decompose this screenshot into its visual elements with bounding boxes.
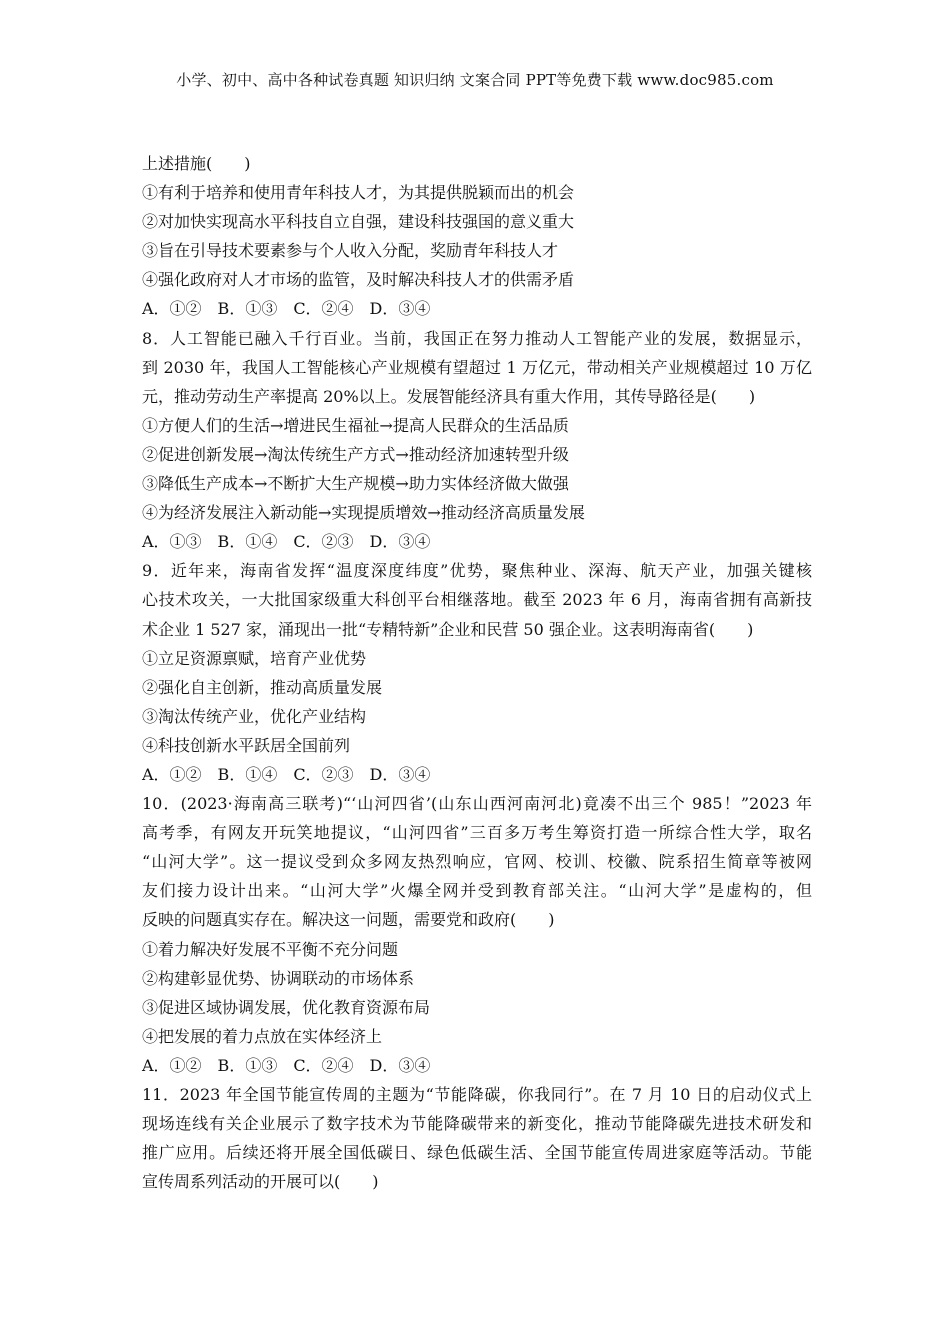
answer-options-line: A．①③ B．①④ C．②③ D．③④ xyxy=(142,532,431,552)
text-line: 推广应用。后续还将开展全国低碳日、绿色低碳生活、全国节能宣传周进家庭等活动。节能 xyxy=(142,1143,812,1163)
answer-options-line: A．①② B．①③ C．②④ D．③④ xyxy=(142,299,431,319)
text-line: 10．(2023·海南高三联考)“‘山河四省’(山东山西河南河北)竟凑不出三个 985！”2023 年 xyxy=(142,794,812,814)
text-line: “山河大学”。这一提议受到众多网友热烈响应，官网、校训、校徽、院系招生简章等被网 xyxy=(142,852,812,872)
text-line: ④为经济发展注入新动能→实现提质增效→推动经济高质量发展 xyxy=(142,503,585,523)
text-line: ②促进创新发展→淘汰传统生产方式→推动经济加速转型升级 xyxy=(142,444,569,464)
text-line: ③促进区域协调发展，优化教育资源布局 xyxy=(142,997,431,1017)
text-line: 高考季，有网友开玩笑地提议，“山河四省”三百多万考生筹资打造一所综合性大学，取名 xyxy=(142,823,812,843)
text-line: 反映的问题真实存在。解决这一问题，需要党和政府( ) xyxy=(142,910,555,930)
text-line: 术企业 1 527 家，涌现出一批“专精特新”企业和民营 50 强企业。这表明海南省( ) xyxy=(142,619,754,639)
text-line: 宣传周系列活动的开展可以( ) xyxy=(142,1172,379,1192)
text-line: ②对加快实现高水平科技自立自强，建设科技强国的意义重大 xyxy=(142,212,575,232)
text-line: ①立足资源禀赋，培育产业优势 xyxy=(142,648,367,668)
text-line: 友们接力设计出来。“山河大学”火爆全网并受到教育部关注。“山河大学”是虚构的，但 xyxy=(142,881,812,901)
page-header: 小学、初中、高中各种试卷真题 知识归纳 文案合同 PPT等免费下载 www.doc985.com xyxy=(176,71,774,89)
text-line: ①方便人们的生活→增进民生福祉→提高人民群众的生活品质 xyxy=(142,415,569,435)
text-line: ③淘汰传统产业，优化产业结构 xyxy=(142,706,367,726)
answer-options-line: A．①② B．①④ C．②③ D．③④ xyxy=(142,764,431,784)
text-line: ④科技创新水平跃居全国前列 xyxy=(142,735,351,755)
question-content xyxy=(142,149,812,1196)
text-line: ④把发展的着力点放在实体经济上 xyxy=(142,1026,383,1046)
text-line: ③降低生产成本→不断扩大生产规模→助力实体经济做大做强 xyxy=(142,474,569,494)
text-line: 现场连线有关企业展示了数字技术为节能降碳带来的新变化，推动节能降碳先进技术研发和 xyxy=(142,1114,812,1134)
text-line: ①着力解决好发展不平衡不充分问题 xyxy=(142,939,399,959)
text-line: 上述措施( ) xyxy=(142,154,251,173)
text-line: ②强化自主创新，推动高质量发展 xyxy=(142,677,383,697)
answer-options-line: A．①② B．①③ C．②④ D．③④ xyxy=(142,1055,431,1075)
text-line: 8．人工智能已融入千行百业。当前，我国正在努力推动人工智能产业的发展，数据显示， xyxy=(142,328,812,348)
text-line: 11．2023 年全国节能宣传周的主题为“节能降碳，你我同行”。在 7 月 10 日的启动仪式上 xyxy=(142,1085,812,1104)
text-line: 到 2030 年，我国人工智能核心产业规模有望超过 1 万亿元，带动相关产业规模超过 10 万亿 xyxy=(142,357,812,377)
text-line: 心技术攻关，一大批国家级重大科创平台相继落地。截至 2023 年 6 月，海南省拥有高新技 xyxy=(142,590,812,610)
text-line: ①有利于培养和使用青年科技人才，为其提供脱颖而出的机会 xyxy=(142,183,575,203)
text-line: ③旨在引导技术要素参与个人收入分配，奖励青年科技人才 xyxy=(142,241,559,261)
text-line: 元，推动劳动生产率提高 20%以上。发展智能经济具有重大作用，其传导路径是( ) xyxy=(142,386,756,406)
text-line: 9．近年来，海南省发挥“温度深度纬度”优势，聚焦种业、深海、航天产业，加强关键核 xyxy=(142,561,812,581)
text-line: ④强化政府对人才市场的监管，及时解决科技人才的供需矛盾 xyxy=(142,270,575,290)
text-line: ②构建彰显优势、协调联动的市场体系 xyxy=(142,968,415,988)
